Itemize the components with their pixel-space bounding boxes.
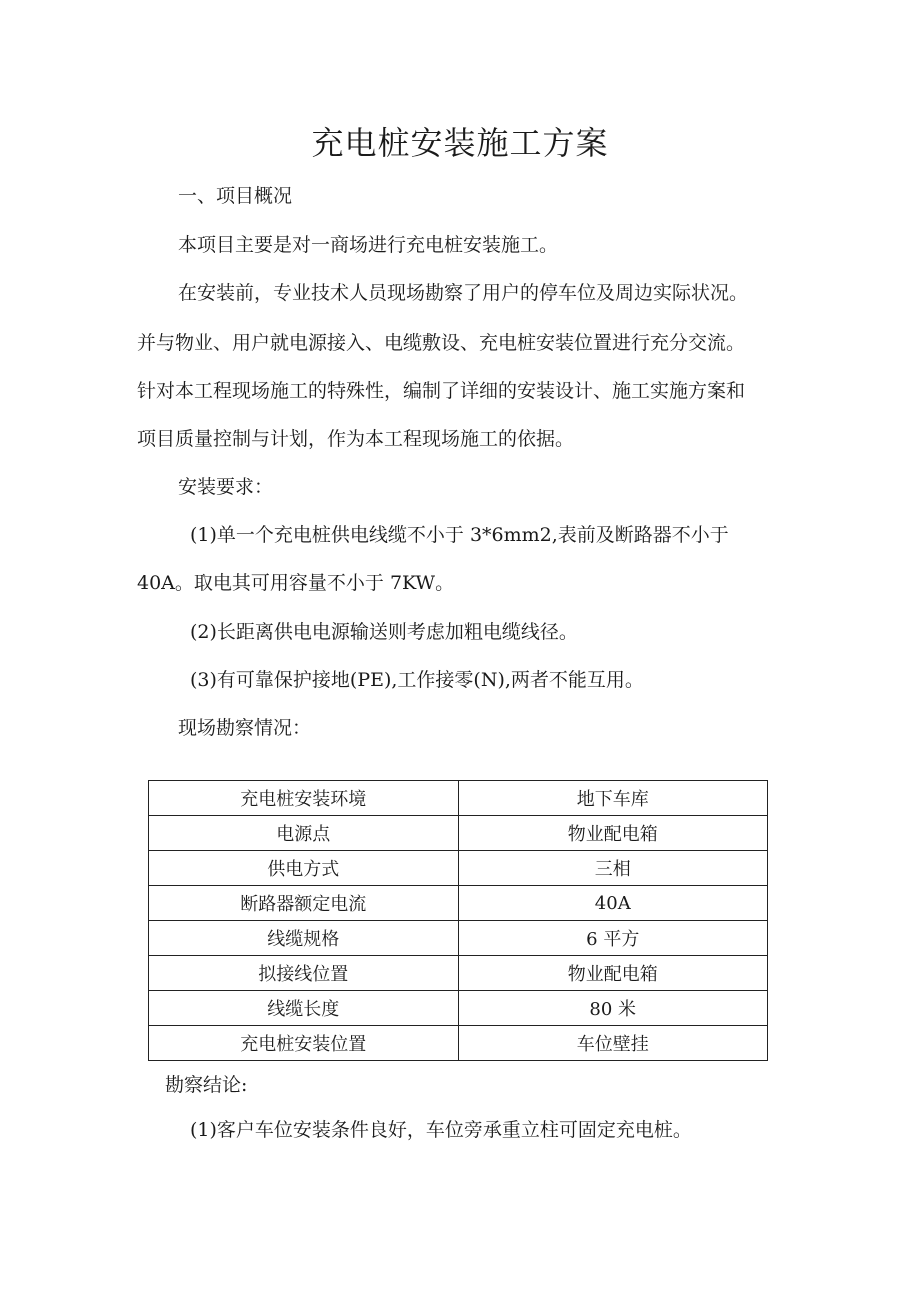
requirement-line: (2)长距离供电电源输送则考虑加粗电缆线径。 bbox=[190, 621, 578, 643]
table-cell-value: 40A bbox=[458, 886, 768, 921]
table-cell-value: 物业配电箱 bbox=[458, 816, 768, 851]
requirement-line: (3)有可靠保护接地(PE),工作接零(N),两者不能互用。 bbox=[190, 669, 644, 691]
table-cell-value: 80 米 bbox=[458, 991, 768, 1026]
table-row bbox=[149, 816, 768, 851]
table-row bbox=[149, 956, 768, 991]
table-cell-value: 地下车库 bbox=[458, 781, 768, 816]
conclusion-line: (1)客户车位安装条件良好，车位旁承重立柱可固定充电桩。 bbox=[190, 1119, 692, 1141]
survey-table-container bbox=[148, 780, 768, 1061]
table-cell-value: 车位壁挂 bbox=[458, 1026, 768, 1061]
paragraph-line: 针对本工程现场施工的特殊性，编制了详细的安装设计、施工实施方案和 bbox=[137, 380, 746, 402]
table-cell-label: 充电桩安装位置 bbox=[149, 1026, 459, 1061]
requirement-line: (1)单一个充电桩供电线缆不小于 3*6mm2,表前及断路器不小于 bbox=[190, 524, 729, 546]
table-row bbox=[149, 1026, 768, 1061]
requirements-heading: 安装要求： bbox=[178, 476, 274, 498]
table-cell-label: 线缆长度 bbox=[149, 991, 459, 1026]
table-cell-label: 供电方式 bbox=[149, 851, 459, 886]
survey-heading: 现场勘察情况： bbox=[178, 717, 312, 739]
table-cell-label: 充电桩安装环境 bbox=[149, 781, 459, 816]
table-cell-label: 断路器额定电流 bbox=[149, 886, 459, 921]
table-row bbox=[149, 781, 768, 816]
paragraph-line: 并与物业、用户就电源接入、电缆敷设、充电桩安装位置进行充分交流。 bbox=[137, 332, 746, 354]
conclusion-heading: 勘察结论: bbox=[165, 1074, 248, 1096]
survey-table bbox=[148, 780, 768, 1061]
document-title: 充电桩安装施工方案 bbox=[311, 124, 609, 162]
paragraph-line: 在安装前，专业技术人员现场勘察了用户的停车位及周边实际状况。 bbox=[178, 282, 749, 304]
section-heading: 一、项目概况 bbox=[178, 185, 293, 207]
table-row bbox=[149, 991, 768, 1026]
table-cell-label: 拟接线位置 bbox=[149, 956, 459, 991]
table-row bbox=[149, 851, 768, 886]
table-cell-value: 物业配电箱 bbox=[458, 956, 768, 991]
table-cell-value: 三相 bbox=[458, 851, 768, 886]
table-cell-label: 线缆规格 bbox=[149, 921, 459, 956]
intro-paragraph: 本项目主要是对一商场进行充电桩安装施工。 bbox=[178, 234, 559, 256]
requirement-line: 40A。取电其可用容量不小于 7KW。 bbox=[137, 572, 455, 594]
paragraph-line: 项目质量控制与计划，作为本工程现场施工的依据。 bbox=[137, 428, 575, 450]
table-row bbox=[149, 886, 768, 921]
table-row bbox=[149, 921, 768, 956]
table-cell-label: 电源点 bbox=[149, 816, 459, 851]
table-cell-value: 6 平方 bbox=[458, 921, 768, 956]
